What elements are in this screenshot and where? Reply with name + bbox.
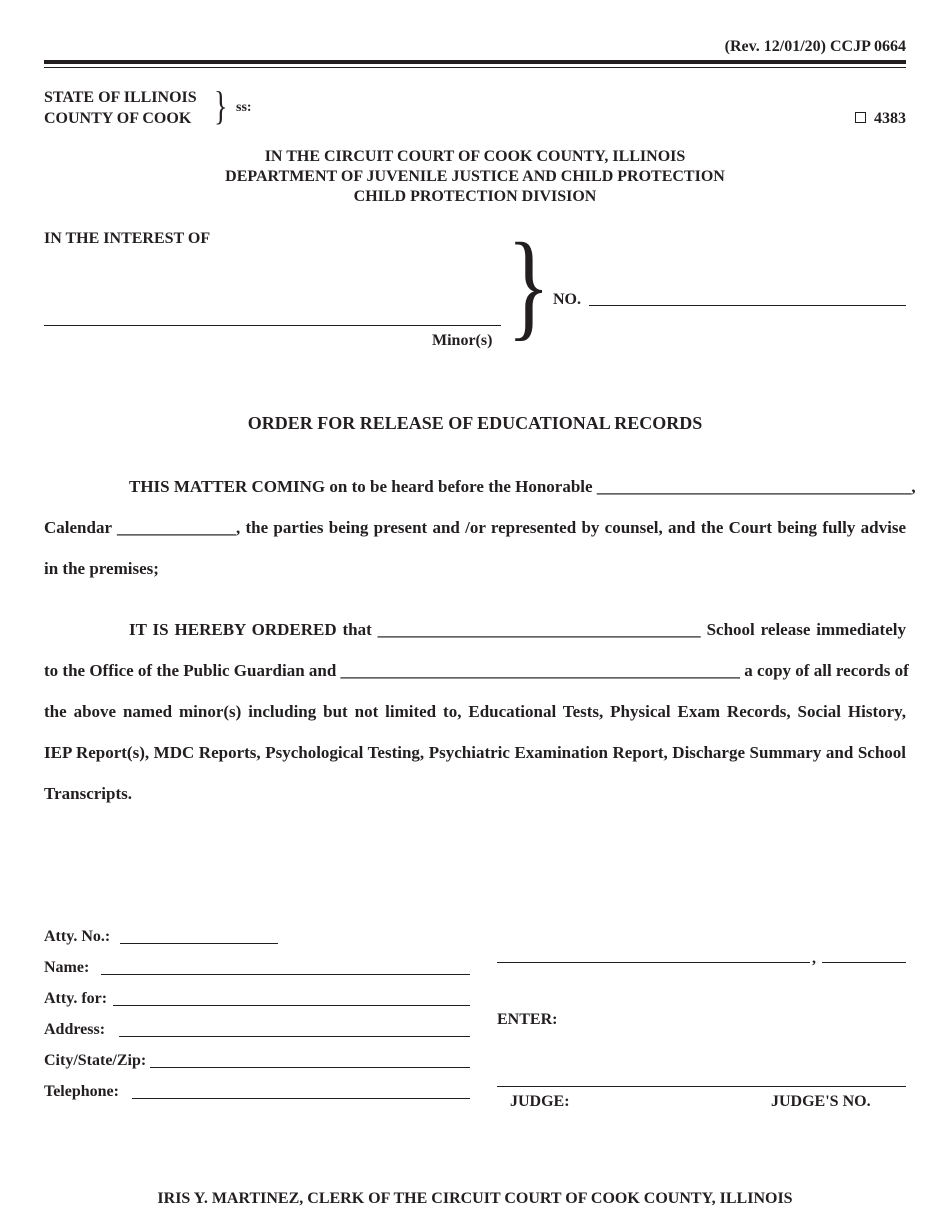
- venue-state: STATE OF ILLINOIS: [44, 89, 197, 106]
- atty-for-label: Atty. for:: [44, 990, 108, 1007]
- form-checkbox[interactable]: [855, 112, 866, 123]
- minor-name-line[interactable]: [44, 325, 501, 326]
- judge-number-label: JUDGE'S NO.: [771, 1093, 871, 1110]
- interest-of-label: IN THE INTEREST OF: [44, 230, 211, 247]
- atty-city-state-zip-line[interactable]: [150, 1067, 470, 1068]
- atty-address-label: Address:: [44, 1021, 106, 1038]
- venue-brace: }: [214, 83, 228, 128]
- judge-label: JUDGE:: [510, 1093, 570, 1110]
- enter-label: ENTER:: [497, 1011, 558, 1028]
- case-number-label: NO.: [553, 291, 581, 308]
- order-title: ORDER FOR RELEASE OF EDUCATIONAL RECORDS: [247, 413, 703, 433]
- body-paragraph-2-line-1: IT IS HEREBY ORDERED that ______________________________________ School release immediately: [129, 620, 906, 639]
- clerk-footer: IRIS Y. MARTINEZ, CLERK OF THE CIRCUIT COURT OF COOK COUNTY, ILLINOIS: [157, 1190, 793, 1207]
- judge-signature-line[interactable]: [497, 1086, 906, 1087]
- caption-brace: }: [507, 218, 551, 351]
- atty-telephone-label: Telephone:: [44, 1083, 119, 1100]
- body-paragraph-2-line-4: IEP Report(s), MDC Reports, Psychological Testing, Psychiatric Examination Report, Discharge Summary and School: [44, 743, 906, 762]
- minors-label: Minor(s): [432, 332, 493, 349]
- form-revision-code: (Rev. 12/01/20) CCJP 0664: [724, 38, 906, 55]
- body-paragraph-1-line-3: in the premises;: [44, 559, 159, 578]
- atty-name-line[interactable]: [101, 974, 470, 975]
- court-name: IN THE CIRCUIT COURT OF COOK COUNTY, ILLINOIS: [264, 148, 686, 165]
- court-department: DEPARTMENT OF JUVENILE JUSTICE AND CHILD PROTECTION: [225, 168, 725, 185]
- body-paragraph-1-line-1: THIS MATTER COMING on to be heard before the Honorable _____________________________________,: [129, 477, 916, 496]
- form-number-label: 4383: [874, 110, 906, 127]
- case-number-line[interactable]: [589, 305, 906, 306]
- form-number: [855, 110, 906, 128]
- header-rule-thick: [44, 60, 906, 64]
- atty-address-line[interactable]: [119, 1036, 470, 1037]
- order-date-comma: ,: [812, 950, 816, 967]
- body-paragraph-2-line-5: Transcripts.: [44, 784, 132, 803]
- court-division: CHILD PROTECTION DIVISION: [353, 188, 597, 205]
- atty-no-label: Atty. No.:: [44, 928, 111, 945]
- atty-name-label: Name:: [44, 959, 90, 976]
- body-paragraph-2-line-3: the above named minor(s) including but not limited to, Educational Tests, Physical Exam Records, Social History,: [44, 702, 906, 721]
- atty-city-state-zip-label: City/State/Zip:: [44, 1052, 147, 1069]
- venue-ss: ss:: [236, 100, 252, 115]
- order-date-line[interactable]: [497, 962, 810, 963]
- body-paragraph-2-line-2: to the Office of the Public Guardian and _______________________________________________ a copy of all records of: [44, 661, 909, 680]
- body-paragraph-1-line-2: Calendar ______________, the parties being present and /or represented by counsel, and the Court being fully advise: [44, 518, 906, 537]
- order-year-line[interactable]: [822, 962, 906, 963]
- venue-county: COUNTY OF COOK: [44, 110, 192, 127]
- atty-telephone-line[interactable]: [132, 1098, 470, 1099]
- atty-no-line[interactable]: [120, 943, 278, 944]
- atty-for-line[interactable]: [113, 1005, 470, 1006]
- header-rule-thin: [44, 67, 906, 68]
